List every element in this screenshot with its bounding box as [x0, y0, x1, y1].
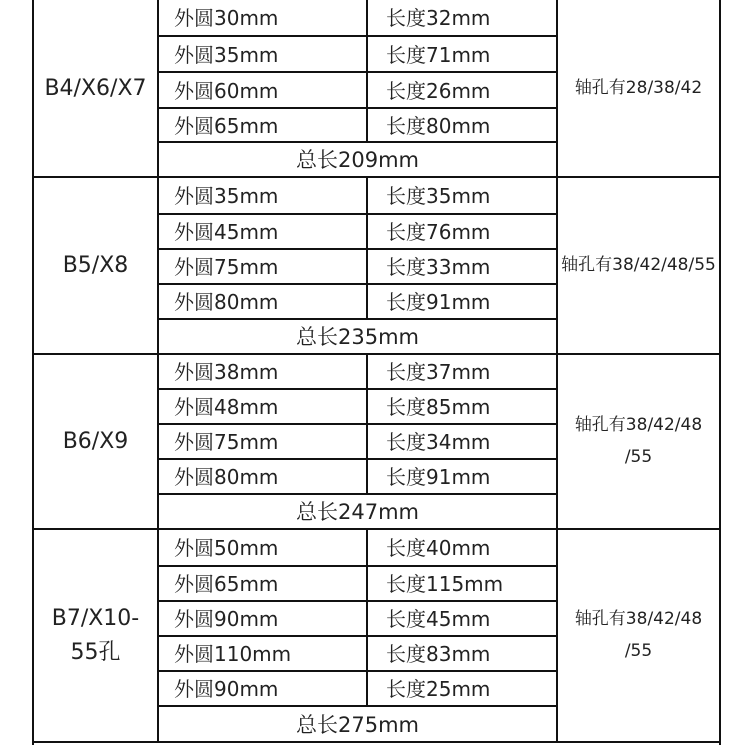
table-border-left: [32, 0, 34, 745]
total-length: 总长209mm: [296, 148, 419, 172]
outer-diameter-cell: 外圆35mm: [174, 184, 279, 208]
total-length: 总长275mm: [296, 713, 419, 737]
length-cell: 长度34mm: [386, 430, 491, 454]
table-border-right: [719, 0, 721, 745]
column-divider-bore: [556, 353, 558, 528]
outer-diameter-cell: 外圆65mm: [174, 114, 279, 138]
length-cell: 长度80mm: [386, 114, 491, 138]
outer-diameter-cell: 外圆90mm: [174, 677, 279, 701]
length-cell: 长度35mm: [386, 184, 491, 208]
group-separator: [32, 528, 721, 530]
bore-options: 轴孔有28/38/42: [574, 78, 703, 98]
outer-diameter-cell: 外圆35mm: [174, 43, 279, 67]
length-cell: 长度32mm: [386, 6, 491, 30]
length-cell: 长度25mm: [386, 677, 491, 701]
group-separator: [32, 353, 721, 355]
outer-diameter-cell: 外圆80mm: [174, 290, 279, 314]
length-cell: 长度26mm: [386, 79, 491, 103]
outer-diameter-cell: 外圆38mm: [174, 360, 279, 384]
model-label: B7/X10-: [51, 605, 140, 631]
outer-diameter-cell: 外圆50mm: [174, 536, 279, 560]
model-label: B5/X8: [62, 252, 129, 278]
outer-diameter-cell: 外圆60mm: [174, 79, 279, 103]
model-label: B6/X9: [62, 428, 129, 454]
outer-diameter-cell: 外圆75mm: [174, 255, 279, 279]
outer-diameter-cell: 外圆48mm: [174, 395, 279, 419]
bore-options: /55: [624, 640, 653, 661]
length-cell: 长度37mm: [386, 360, 491, 384]
bore-options: 轴孔有38/42/48/55: [561, 254, 716, 275]
bore-options: /55: [624, 446, 653, 467]
outer-diameter-cell: 外圆45mm: [174, 220, 279, 244]
length-cell: 长度115mm: [386, 572, 504, 596]
length-cell: 长度85mm: [386, 395, 491, 419]
model-label: B4/X6/X7: [44, 76, 147, 101]
length-cell: 长度91mm: [386, 290, 491, 314]
outer-diameter-cell: 外圆110mm: [174, 642, 292, 666]
length-cell: 长度76mm: [386, 220, 491, 244]
column-divider-length: [366, 528, 368, 705]
model-label: 55孔: [70, 639, 121, 665]
outer-diameter-cell: 外圆65mm: [174, 572, 279, 596]
outer-diameter-cell: 外圆90mm: [174, 607, 279, 631]
length-cell: 长度45mm: [386, 607, 491, 631]
total-length: 总长235mm: [296, 325, 419, 349]
bore-options: 轴孔有38/42/48: [574, 608, 703, 629]
column-divider-length: [366, 176, 368, 318]
outer-diameter-cell: 外圆30mm: [174, 6, 279, 30]
bore-options: 轴孔有38/42/48: [574, 414, 703, 435]
length-cell: 长度71mm: [386, 43, 491, 67]
total-length: 总长247mm: [296, 500, 419, 524]
outer-diameter-cell: 外圆80mm: [174, 465, 279, 489]
length-cell: 长度83mm: [386, 642, 491, 666]
length-cell: 长度91mm: [386, 465, 491, 489]
outer-diameter-cell: 外圆75mm: [174, 430, 279, 454]
length-cell: 长度40mm: [386, 536, 491, 560]
length-cell: 长度33mm: [386, 255, 491, 279]
group-separator: [32, 176, 721, 178]
